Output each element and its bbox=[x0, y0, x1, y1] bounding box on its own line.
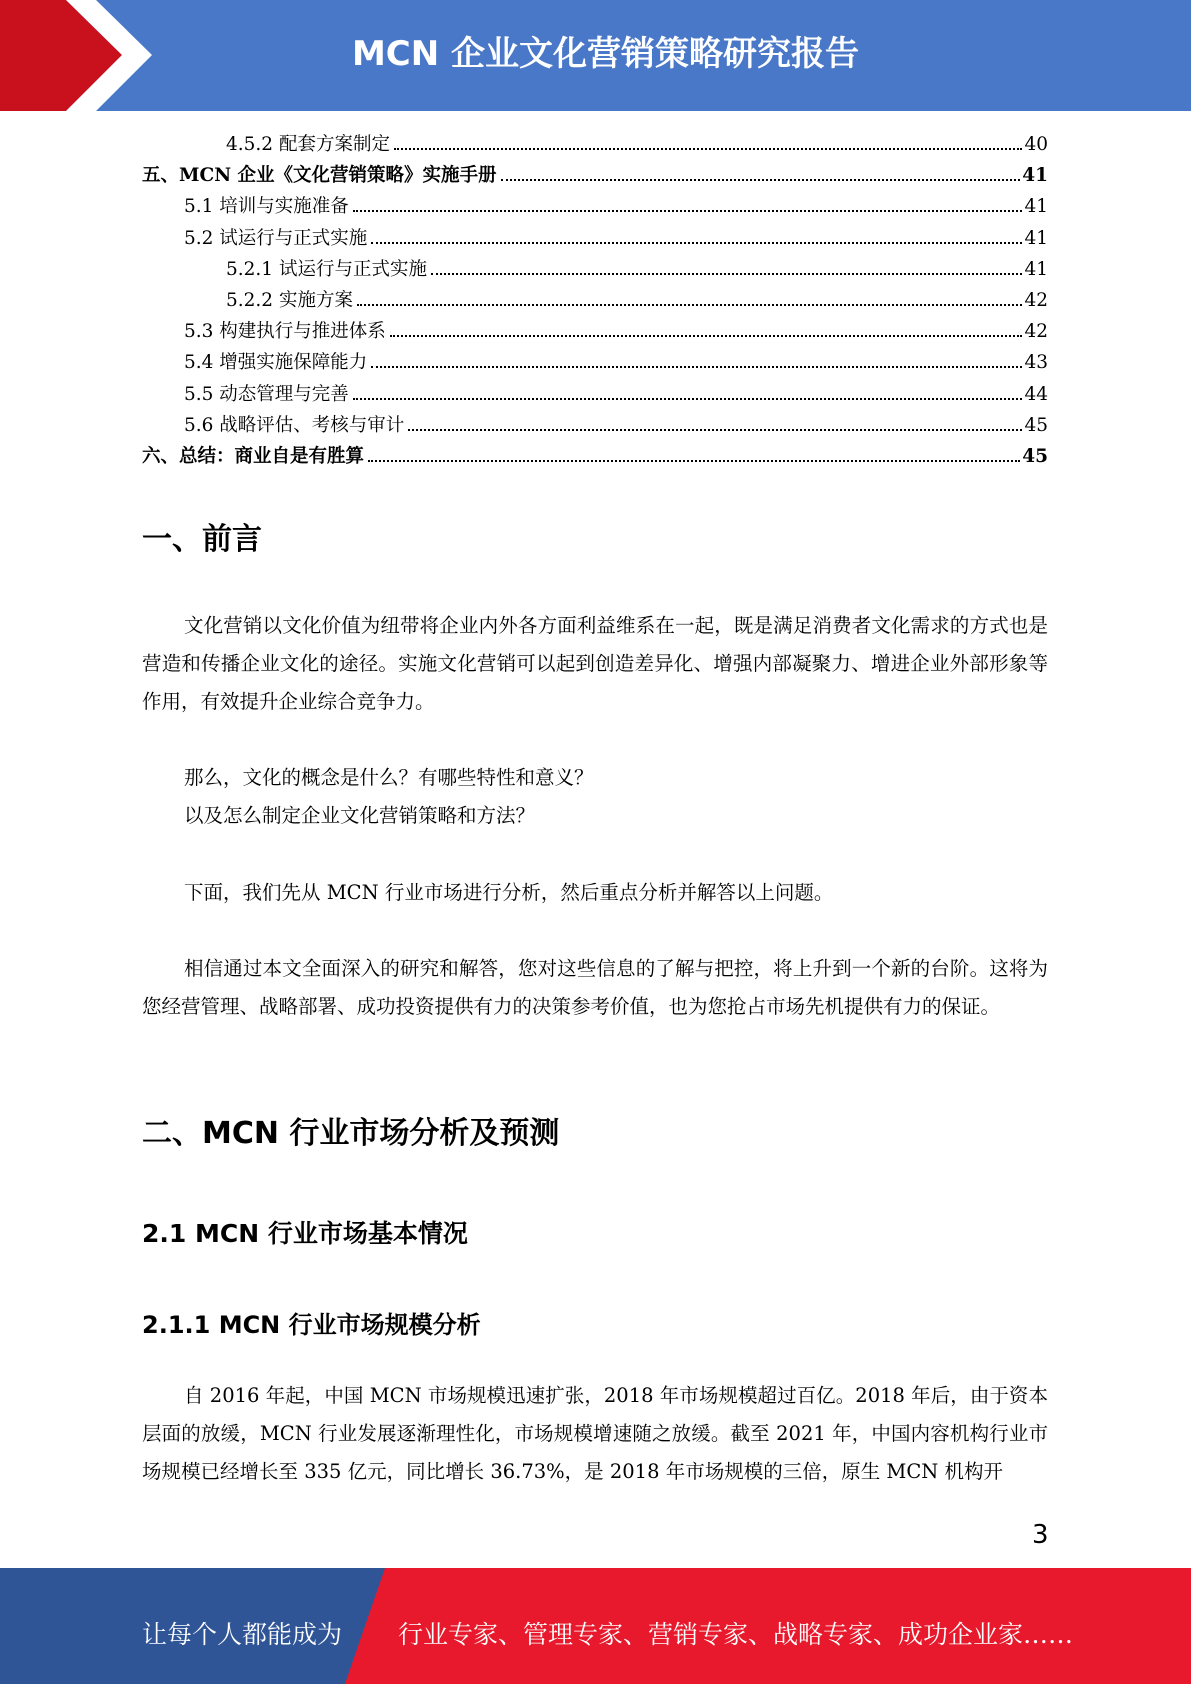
toc-entry[interactable] bbox=[142, 317, 1048, 348]
toc-dot-leader bbox=[353, 398, 1023, 400]
toc-entry-page: 41 bbox=[1022, 165, 1048, 187]
toc-entry-title: 5.5 动态管理与完善 bbox=[184, 383, 349, 405]
toc-entry-page: 40 bbox=[1024, 134, 1048, 155]
toc-entry[interactable] bbox=[142, 286, 1048, 317]
toc-entry-title: 5.2 试运行与正式实施 bbox=[184, 227, 368, 249]
toc-dot-leader bbox=[371, 366, 1022, 368]
preface-question-2: 以及怎么制定企业文化营销策略和方法？ bbox=[184, 804, 536, 827]
toc-entry-title: 5.1 培训与实施准备 bbox=[184, 196, 349, 218]
table-of-contents bbox=[142, 130, 1048, 473]
toc-entry-title: 5.6 战略评估、考核与审计 bbox=[184, 414, 405, 436]
toc-entry[interactable] bbox=[142, 442, 1048, 473]
toc-entry-page: 42 bbox=[1024, 289, 1048, 311]
toc-entry-title: 5.2.2 实施方案 bbox=[226, 289, 353, 311]
toc-dot-leader bbox=[408, 429, 1022, 431]
section-heading-market: 二、MCN 行业市场分析及预测 bbox=[142, 1116, 560, 1151]
toc-entry[interactable] bbox=[142, 380, 1048, 411]
toc-entry-title: 5.2.1 试运行与正式实施 bbox=[226, 258, 427, 280]
toc-dot-leader bbox=[394, 148, 1022, 150]
preface-paragraph-2: 下面，我们先从 MCN 行业市场进行分析，然后重点分析并解答以上问题。 bbox=[184, 881, 834, 904]
toc-entry[interactable] bbox=[142, 224, 1048, 255]
preface-paragraph-1: 文化营销以文化价值为纽带将企业内外各方面利益维系在一起，既是满足消费者文化需求的方式也是营造和传播企业文化的途径。实施文化营销可以起到创造差异化、增强内部凝聚力、增进企业外部形象等作用，有效提升企业综合竞争力。 bbox=[142, 614, 1048, 713]
toc-entry-title: 六、总结：商业自是有胜算 bbox=[142, 445, 365, 467]
toc-entry[interactable] bbox=[142, 255, 1048, 286]
preface-question-1: 那么，文化的概念是什么？有哪些特性和意义？ bbox=[184, 766, 594, 789]
footer-slogan-right: 行业专家、管理专家、营销专家、战略专家、成功企业家…… bbox=[398, 1620, 1074, 1649]
toc-entry-page: 44 bbox=[1024, 383, 1048, 405]
market-size-paragraph: 自 2016 年起，中国 MCN 市场规模迅速扩张，2018 年市场规模超过百亿。2018 年后，由于资本层面的放缓，MCN 行业发展逐渐理性化，市场规模增速随之放缓。截至 2021 年，中国内容机构行业市场规模已经增长至 335 亿元，同比增长 36.73%，是 2018 年市场规模的三倍，原生 MCN 机构开 bbox=[142, 1384, 1048, 1483]
preface-paragraph-3: 相信通过本文全面深入的研究和解答，您对这些信息的了解与把控，将上升到一个新的台阶。这将为您经营管理、战略部署、成功投资提供有力的决策参考价值，也为您抢占市场先机提供有力的保证。 bbox=[142, 957, 1048, 1018]
toc-entry[interactable] bbox=[142, 348, 1048, 379]
page-number: 3 bbox=[1032, 1520, 1049, 1550]
toc-dot-leader bbox=[357, 304, 1023, 306]
toc-entry-title: 五、MCN 企业《文化营销策略》实施手册 bbox=[142, 165, 497, 187]
toc-entry-page: 41 bbox=[1024, 227, 1048, 249]
section-heading-preface: 一、前言 bbox=[142, 522, 262, 557]
subsection-heading-2-1: 2.1 MCN 行业市场基本情况 bbox=[142, 1219, 468, 1248]
toc-entry[interactable] bbox=[142, 130, 1048, 161]
toc-entry-page: 43 bbox=[1024, 352, 1048, 374]
toc-dot-leader bbox=[371, 242, 1022, 244]
toc-dot-leader bbox=[368, 460, 1020, 462]
toc-dot-leader bbox=[390, 335, 1023, 337]
toc-entry-page: 42 bbox=[1024, 321, 1048, 343]
toc-entry-page: 41 bbox=[1024, 196, 1048, 218]
toc-dot-leader bbox=[431, 273, 1022, 275]
report-title: MCN 企业文化营销策略研究报告 bbox=[351, 34, 860, 74]
toc-entry[interactable] bbox=[142, 161, 1048, 192]
toc-entry-page: 41 bbox=[1024, 258, 1048, 280]
toc-dot-leader bbox=[501, 179, 1021, 181]
toc-entry-page: 45 bbox=[1024, 414, 1048, 436]
toc-entry[interactable] bbox=[142, 411, 1048, 442]
page-header bbox=[0, 0, 1191, 111]
toc-entry[interactable] bbox=[142, 192, 1048, 223]
subsection-heading-2-1-1: 2.1.1 MCN 行业市场规模分析 bbox=[142, 1311, 481, 1339]
footer-slogan-left: 让每个人都能成为 bbox=[142, 1620, 343, 1649]
toc-dot-leader bbox=[353, 210, 1023, 212]
toc-entry-page: 45 bbox=[1022, 445, 1048, 467]
toc-entry-title: 4.5.2 配套方案制定 bbox=[226, 134, 390, 155]
toc-entry-title: 5.3 构建执行与推进体系 bbox=[184, 321, 386, 343]
toc-entry-title: 5.4 增强实施保障能力 bbox=[184, 352, 368, 374]
